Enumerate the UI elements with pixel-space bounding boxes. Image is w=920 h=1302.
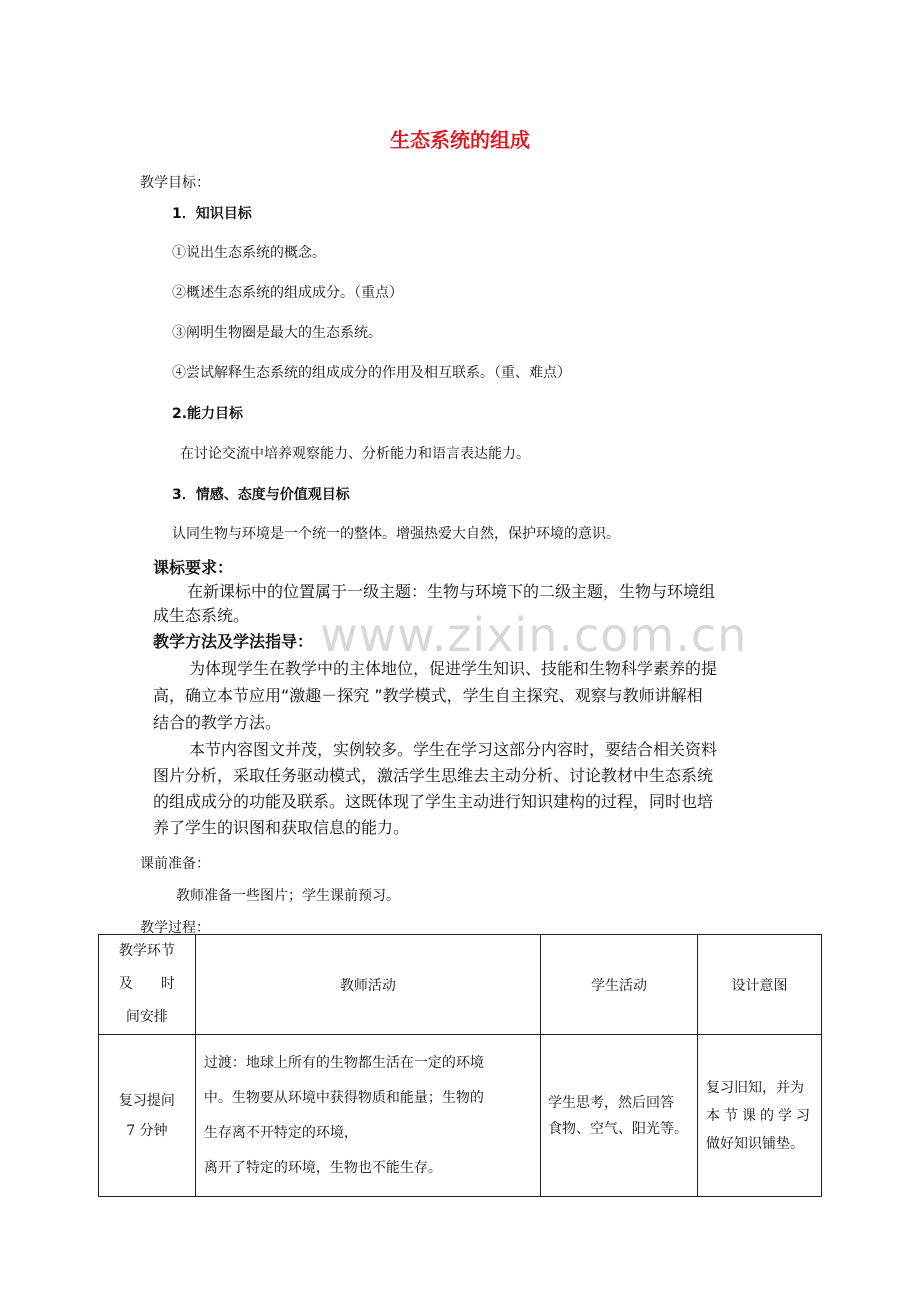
method-para2-line-4: 养了学生的识图和获取信息的能力。 (153, 818, 410, 837)
header-student-activity: 学生活动 (541, 935, 698, 1035)
table-header-row (99, 935, 822, 1035)
prep-heading: 课前准备： (140, 856, 210, 872)
student-line-2: 食物、空气、阳光等。 (548, 1120, 689, 1137)
method-para2-line-1: 本节内容图文并茂，实例较多。学生在学习这部分内容时，要结合相关资料 (189, 740, 718, 759)
teacher-line-4: 离开了特定的环境，生物也不能生存。 (203, 1159, 442, 1176)
knowledge-item-2: ②概述生态系统的组成成分。（重点） (172, 285, 403, 301)
row-stage-line-1: 复习提问 (118, 1092, 175, 1109)
header-stage-line-3: 间安排 (125, 1009, 168, 1025)
curriculum-line-1: 在新课标中的位置属于一级主题：生物与环境下的二级主题，生物与环境组 (187, 582, 716, 601)
header-stage (99, 935, 196, 1035)
row-stage (99, 1035, 196, 1197)
design-line-1: 复习旧知，并为 (705, 1079, 804, 1096)
student-line-1: 学生思考，然后回答 (548, 1094, 675, 1111)
page-title: 生态系统的组成 (390, 128, 530, 152)
row-stage-line-2: 7 分钟 (126, 1122, 168, 1139)
teacher-line-1: 过渡：地球上所有的生物都生活在一定的环境 (203, 1054, 484, 1071)
header-stage-line-1: 教学环节 (118, 943, 175, 959)
method-para2-line-2: 图片分析，采取任务驱动模式，激活学生思维去主动分析、讨论教材中生态系统 (153, 766, 714, 785)
method-para1-line-1: 为体现学生在教学中的主体地位，促进学生知识、技能和生物科学素养的提 (189, 659, 718, 678)
method-para1-line-3: 结合的教学方法。 (153, 713, 282, 732)
curriculum-heading: 课标要求： (153, 558, 234, 577)
design-line-3: 做好知识铺垫。 (705, 1135, 804, 1152)
ability-heading: 2.能力目标 (172, 406, 244, 422)
emotion-text: 认同生物与环境是一个统一的整体。增强热爱大自然，保护环境的意识。 (172, 526, 620, 542)
knowledge-heading: 1．知识目标 (172, 206, 252, 222)
row-teacher-activity (195, 1035, 540, 1197)
prep-text: 教师准备一些图片；学生课前预习。 (176, 888, 400, 904)
row-design-intent (697, 1035, 821, 1197)
curriculum-line-2: 成生态系统。 (153, 606, 250, 625)
teacher-line-3: 生存离不开特定的环境， (203, 1124, 358, 1141)
process-table (98, 934, 822, 1197)
row-student-activity (541, 1035, 698, 1197)
header-stage-line-2: 及 时 (118, 976, 175, 992)
design-line-2: 本节课的学习 (705, 1107, 814, 1124)
teacher-line-2: 中。生物要从环境中获得物质和能量；生物的 (203, 1089, 484, 1106)
knowledge-item-1: ①说出生态系统的概念。 (172, 245, 326, 261)
header-design-intent: 设计意图 (697, 935, 821, 1035)
method-heading: 教学方法及学法指导： (153, 632, 314, 651)
method-para1-line-2: 高，确立本节应用“激趣－探究 ”教学模式，学生自主探究、观察与教师讲解相 (153, 686, 703, 705)
watermark: www.zixin.com.cn (320, 608, 748, 662)
process-heading: 教学过程： (140, 920, 210, 936)
table-row (99, 1035, 822, 1197)
ability-text: 在讨论交流中培养观察能力、分析能力和语言表达能力。 (180, 446, 530, 462)
method-para2-line-3: 的组成成分的功能及联系。这既体现了学生主动进行知识建构的过程，同时也培 (153, 792, 714, 811)
emotion-heading: 3．情感、态度与价值观目标 (172, 487, 350, 503)
knowledge-item-3: ③阐明生物圈是最大的生态系统。 (172, 325, 382, 341)
objectives-heading: 教学目标： (140, 175, 210, 191)
knowledge-item-4: ④尝试解释生态系统的组成成分的作用及相互联系。（重、难点） (172, 365, 571, 381)
header-teacher-activity: 教师活动 (195, 935, 540, 1035)
